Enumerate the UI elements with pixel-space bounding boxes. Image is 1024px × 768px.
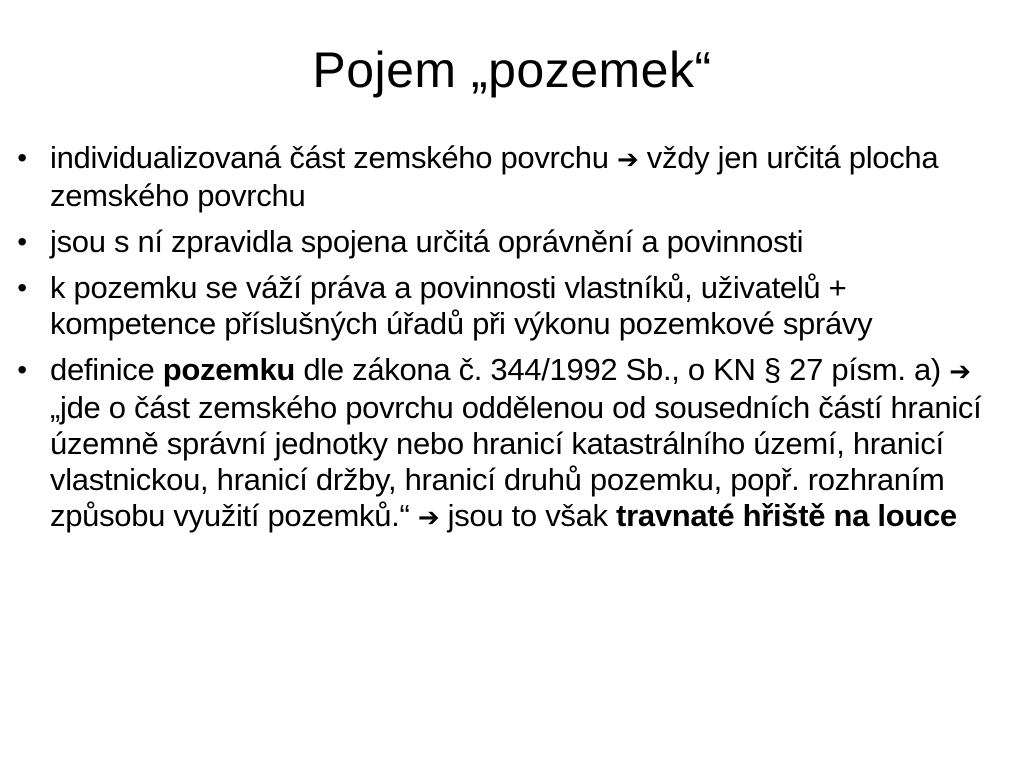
arrow-right-icon: ➔ (616, 145, 639, 175)
bullet-item-definice (12, 352, 1012, 536)
bullet-icon: • (17, 142, 27, 173)
bullet-text: vždy jen určitá plocha zemského povrchu (50, 140, 939, 213)
bullet-icon: • (17, 272, 27, 303)
bullet-text: k pozemku se váží práva a povinnosti vlastníků, uživatelů + kompetence příslušných úřadů při výkonu pozemkové správy (50, 270, 873, 341)
bullet-text: individualizovaná část zemského povrchu (50, 140, 617, 175)
bullet-item-opravneni (12, 224, 1012, 260)
bullet-text-bold: pozemku (162, 352, 296, 387)
bullet-item-individualizovana (12, 140, 1012, 214)
bullet-item-prava (12, 270, 1012, 342)
bullet-text: „jde o část zemského povrchu oddělenou od sousedních částí hranicí územně správní jednotky nebo hranicí katastrálního území, hranicí vlastnickou, hranicí držby, hranicí druhů pozemku, popř. rozhraním způsobu využití pozemků.“ (50, 390, 982, 533)
bullet-icon: • (17, 226, 27, 257)
bullet-text: jsou s ní zpravidla spojena určitá oprávnění a povinnosti (50, 224, 804, 259)
bullet-text: definice (50, 352, 163, 387)
arrow-right-icon: ➔ (949, 357, 971, 387)
bullet-text: dle zákona č. 344/1992 Sb., o KN § 27 písm. a) (295, 352, 950, 387)
bullet-text-bold: travnaté hřiště na louce (616, 498, 957, 533)
arrow-right-icon: ➔ (417, 503, 440, 533)
bullet-list (12, 140, 1012, 546)
slide-title: Pojem „pozemek“ (312, 42, 712, 98)
bullet-text: jsou to však (439, 498, 617, 533)
bullet-icon: • (17, 354, 27, 385)
